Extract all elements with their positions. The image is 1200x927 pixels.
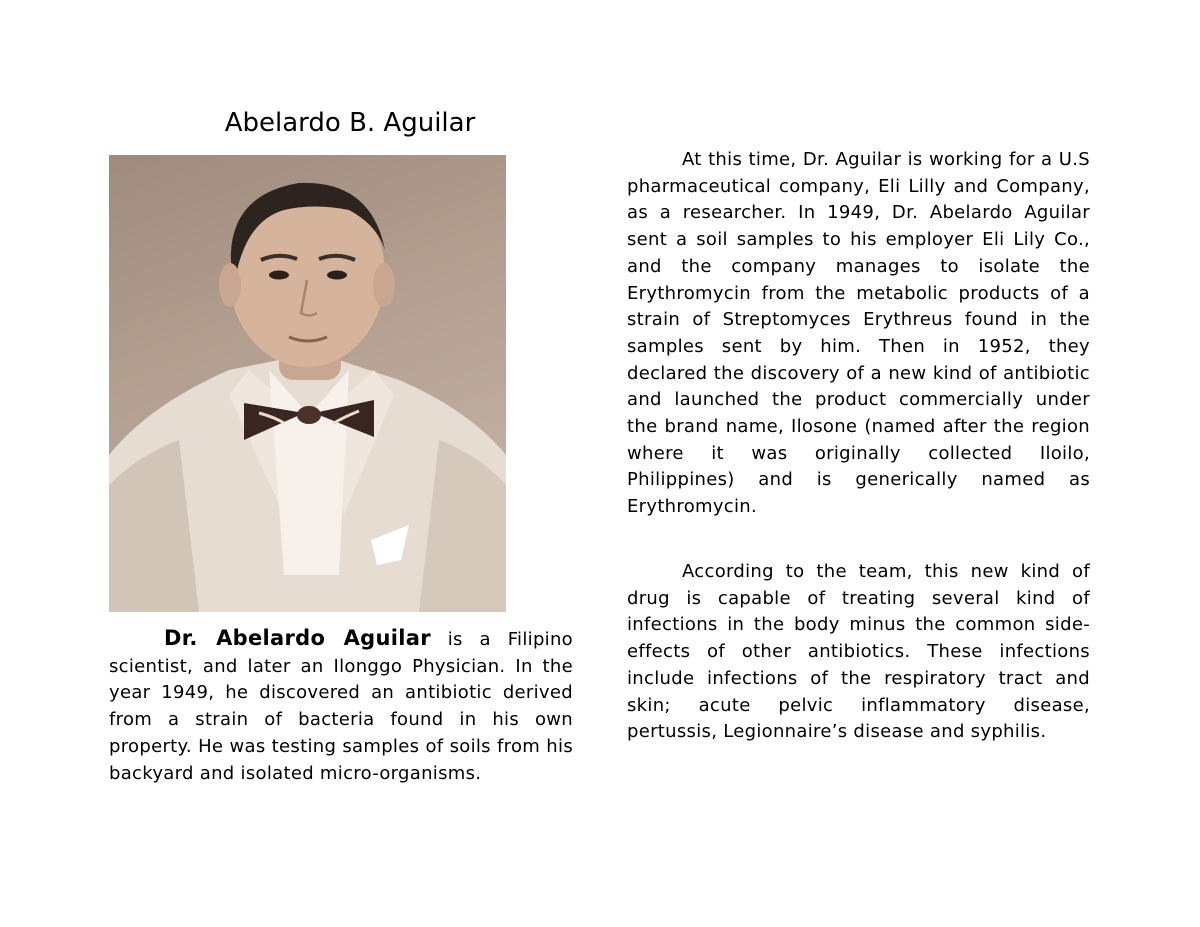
intro-paragraph: [109, 625, 573, 787]
scientist-name: Dr. Abelardo Aguilar: [164, 626, 431, 650]
document-title: Abelardo B. Aguilar: [224, 108, 476, 138]
intro-body-text: is a Filipino scientist, and later an Ilonggo Physician. In the year 1949, he discovered an antibiotic derived from a strain of bacteria found in his own property. He was testing samples of soils from his backyard and isolated micro-organisms.: [109, 629, 573, 784]
portrait-photo: [109, 155, 506, 612]
discovery-paragraph: At this time, Dr. Aguilar is working for a U.S pharmaceutical company, Eli Lilly and Company, as a researcher. In 1949, Dr. Abelardo Aguilar sent a soil samples to his employer Eli Lily Co., and the company manages to isolate the Erythromycin from the metabolic products of a strain of Streptomyces Erythreus found in the samples sent by him. Then in 1952, they declared the discovery of a new kind of antibiotic and launched the product commercially under the brand name, Ilosone (named after the region where it was originally collected Iloilo, Philippines) and is generically named as Erythromycin.: [627, 149, 1090, 518]
benefits-paragraph: According to the team, this new kind of drug is capable of treating several kind of infections in the body minus the common side-effects of other antibiotics. These infections include infections of the respiratory tract and skin; acute pelvic inflammatory disease, pertussis, Legionnaire’s disease and syphilis.: [627, 561, 1090, 743]
